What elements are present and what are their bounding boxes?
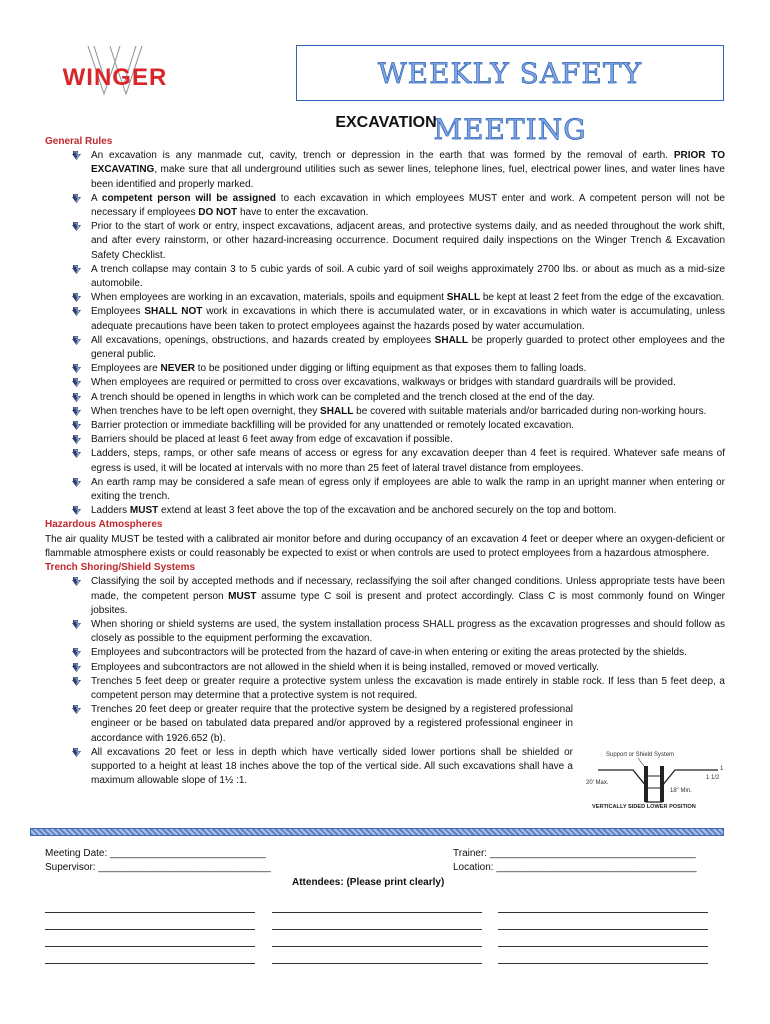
rule-text: Prior to the start of work or entry, inspect excavations, adjacent areas, and protective systems daily, and as needed throughout the work shift, and after every rainstorm, or other hazard-increasing occurrence. Document required daily inspections on the Winger Trench & Excavation Safety Checklist. [91,221,725,261]
rule-text: When trenches have to be left open overnight, they [91,405,321,417]
arrow-bullet-icon [72,393,81,402]
rule-emphasis: DO NOT [198,207,238,219]
rule-item [45,646,725,660]
rule-emphasis: SHALL [320,405,354,417]
rule-text: be kept at least 2 feet from the edge of the excavation. [480,292,725,304]
rule-text: A trench should be opened in lengths in which work can be completed and the trench closed at the end of the day. [91,391,595,403]
rule-item [45,405,725,419]
rule-item [45,362,725,376]
arrow-bullet-icon [72,194,81,203]
attendee-signature-line[interactable] [272,936,482,947]
attendee-signature-line[interactable] [272,919,482,930]
arrow-bullet-icon [72,648,81,657]
diagram-label-min: 18" Min. [670,788,692,794]
trench-shoring-heading: Trench Shoring/Shield Systems [45,562,196,574]
rule-item [45,220,725,263]
arrow-bullet-icon [72,677,81,686]
arrow-bullet-icon [72,748,81,757]
attendee-signature-line[interactable] [45,936,255,947]
rule-text: extend at least 3 feet above the top of the excavation and be anchored securely on the top and bottom. [158,505,617,517]
rule-text: to be positioned under digging or lifting equipment as that exposes them to falling loads. [194,363,587,375]
rule-text: have to enter the excavation. [237,207,369,219]
arrow-bullet-icon [72,421,81,430]
winger-logo [50,42,180,100]
arrow-bullet-icon [72,336,81,345]
rule-text: Employees are [91,363,161,375]
arrow-bullet-icon [72,265,81,274]
attendee-signature-line[interactable] [45,902,255,913]
arrow-bullet-icon [72,435,81,444]
rule-text: When employees are required or permitted to cross over excavations, walkways or bridges with standard guardrails will be provided. [91,377,676,389]
rule-emphasis: NEVER [160,363,195,375]
meeting-date-field[interactable]: Meeting Date: ____________________________ [45,848,266,859]
rule-text: work in excavations in which there is accumulated water, or in excavations in which water is accumulating, unless adequate precautions have been taken to protect employees against the hazards posed by water accumulation. [91,306,725,332]
document-body [45,135,725,788]
rule-text: Ladders, steps, ramps, or other safe means of access or egress for any excavation deeper than 4 feet is required. Whatever safe means of egress is used, it will be located at intervals with no more than 25 feet of lateral travel distance from employees. [91,448,725,474]
arrow-bullet-icon [72,506,81,515]
trench-shoring-narrow-list [45,703,573,788]
arrow-bullet-icon [72,705,81,714]
attendee-signature-line[interactable] [498,953,708,964]
attendee-signature-line[interactable] [272,953,482,964]
arrow-bullet-icon [72,620,81,629]
diagram-label-one: 1 [720,766,724,772]
logo-text: WINGER [62,64,168,91]
rule-text: be properly guarded to protect other employees and the general public. [91,334,725,361]
arrow-bullet-icon [72,478,81,487]
rule-emphasis: competent person will be assigned [101,192,276,204]
rule-text: Ladders [91,505,130,517]
rule-item [45,391,725,405]
rule-item [45,504,725,518]
trench-shield-diagram [578,748,726,810]
rule-item [45,433,725,447]
rule-text: be covered with suitable materials and/or barricaded during non-working hours. [353,405,707,417]
rule-item [45,618,725,646]
arrow-bullet-icon [72,307,81,316]
rule-text: All excavations, openings, obstructions, and hazards created by employees [91,334,435,346]
rule-emphasis: SHALL [434,334,469,346]
rule-text: An earth ramp may be considered a safe mean of egress only if employees are able to walk the ramp in an upright manner when entering or exiting the trench. [91,476,725,503]
rule-text: Employees and subcontractors will be protected from the hazard of cave-in when entering or exiting the areas protected by the shields. [91,647,687,659]
rule-item [45,376,725,390]
rule-text: Trenches 5 feet deep or greater require a protective system unless the excavation is made entirely in stable rock. If less than 5 feet deep, a competent person may determine that a protective system is not required. [91,675,725,701]
rule-emphasis: MUST [129,505,159,517]
arrow-bullet-icon [72,407,81,416]
rule-item [45,291,725,305]
rule-text: , make sure that all underground utilities such as sewer lines, telephone lines, fuel, electrical power lines, and water lines have been identified and properly marked. [91,164,725,190]
trench-shoring-list [45,575,725,703]
attendee-signature-line[interactable] [498,902,708,913]
attendees-heading: Attendees: (Please print clearly) [292,877,445,888]
attendee-signature-line[interactable] [498,936,708,947]
diagram-label-slope: 1 1/2 [706,775,720,781]
attendee-signature-line[interactable] [45,953,255,964]
general-rules-list [45,149,725,518]
trainer-field[interactable]: Trainer: _____________________________________ [453,848,696,859]
arrow-bullet-icon [72,449,81,458]
rule-item [45,476,725,504]
rule-item [45,746,573,789]
arrow-bullet-icon [72,151,81,160]
separator-bar [30,828,724,836]
rule-text: Barrier protection or immediate backfilling will be provided for any unattended or remotely located excavation. [91,420,575,432]
hazardous-atmospheres-heading: Hazardous Atmospheres [45,519,163,531]
rule-text: Barriers should be placed at least 6 feet away from edge of excavation if possible. [91,434,453,446]
rule-emphasis: PRIOR TO EXCAVATING [91,150,725,176]
supervisor-field[interactable]: Supervisor: _______________________________ [45,862,271,873]
page-title: WEEKLY SAFETY MEETING [377,57,643,146]
rule-text: When shoring or shield systems are used, the system installation process SHALL progress as the excavation progresses and should follow as closely as possible to the equipment performing the excavation. [91,618,725,645]
rule-text: Trenches 20 feet deep or greater require that the protective system be designed by a registered professional engineer or be based on tabulated data prepared and/or approved by a registered professional engineer in accordance with 1926.652 (b). [91,704,573,744]
rule-text: Classifying the soil by accepted methods and if necessary, reclassifying the soil after changed conditions. Unless appropriate tests have been made, the competent person [91,576,725,602]
diagram-caption: VERTICALLY SIDED LOWER POSITION [592,804,696,810]
rule-emphasis: SHALL [446,292,481,304]
arrow-bullet-icon [72,293,81,302]
rule-text: Employees and subcontractors are not allowed in the shield when it is being installed, removed or moved vertically. [91,661,599,673]
page-subtitle: EXCAVATION [335,114,437,131]
rule-text: All excavations 20 feet or less in depth which have vertically sided lower portions shall be shielded or supported to a height at least 18 inches above the top of the vertical side. All such excavations shall have a maximum allowable slope of 1½ :1. [91,746,573,787]
rule-emphasis: SHALL NOT [144,306,203,318]
rule-text: When employees are working in an excavation, materials, spoils and equipment [91,292,447,304]
rule-item [45,305,725,333]
rule-item [45,149,725,192]
location-field[interactable]: Location: ____________________________________ [453,862,697,873]
attendee-signature-line[interactable] [272,902,482,913]
hazardous-atmospheres-text: The air quality MUST be tested with a calibrated air monitor before and during occupancy of an excavation 4 feet or deeper where an oxygen-deficient or flammable atmosphere exists or could reasonably be expected to exist or when controls are used to protect employees from a hazardous atmosphere. [45,533,725,559]
rule-text: An excavation is any manmade cut, cavity, trench or depression in the earth that was formed by the removal of earth. [91,150,674,162]
rule-item [45,703,573,746]
rule-item [45,447,725,475]
attendee-signature-line[interactable] [45,919,255,930]
rule-item [45,334,725,362]
general-rules-heading: General Rules [45,136,113,147]
arrow-bullet-icon [72,364,81,373]
rule-item [45,419,725,433]
arrow-bullet-icon [72,663,81,672]
rule-text: assume type C soil is present and protect accordingly. Class C is most commonly found on Winger jobsites. [91,590,725,616]
rule-text: to each excavation in which employees MUST enter and work. A competent person will not be necessary if employees [91,192,725,219]
rule-emphasis: MUST [228,590,257,602]
rule-text: A [91,192,102,204]
diagram-label-top: Support or Shield System [606,752,675,758]
rule-item [45,192,725,220]
rule-item [45,575,725,618]
arrow-bullet-icon [72,222,81,231]
attendee-signature-line[interactable] [498,919,708,930]
rule-text: A trench collapse may contain 3 to 5 cubic yards of soil. A cubic yard of soil weighs approximately 2700 lbs. or about as much as a mid-size automobile. [91,263,725,290]
arrow-bullet-icon [72,577,81,586]
rule-item [45,263,725,291]
arrow-bullet-icon [72,378,81,387]
rule-text: Employees [91,306,145,318]
rule-item [45,675,725,703]
rule-item [45,661,725,675]
diagram-label-depth: 20' Max. [586,780,609,786]
